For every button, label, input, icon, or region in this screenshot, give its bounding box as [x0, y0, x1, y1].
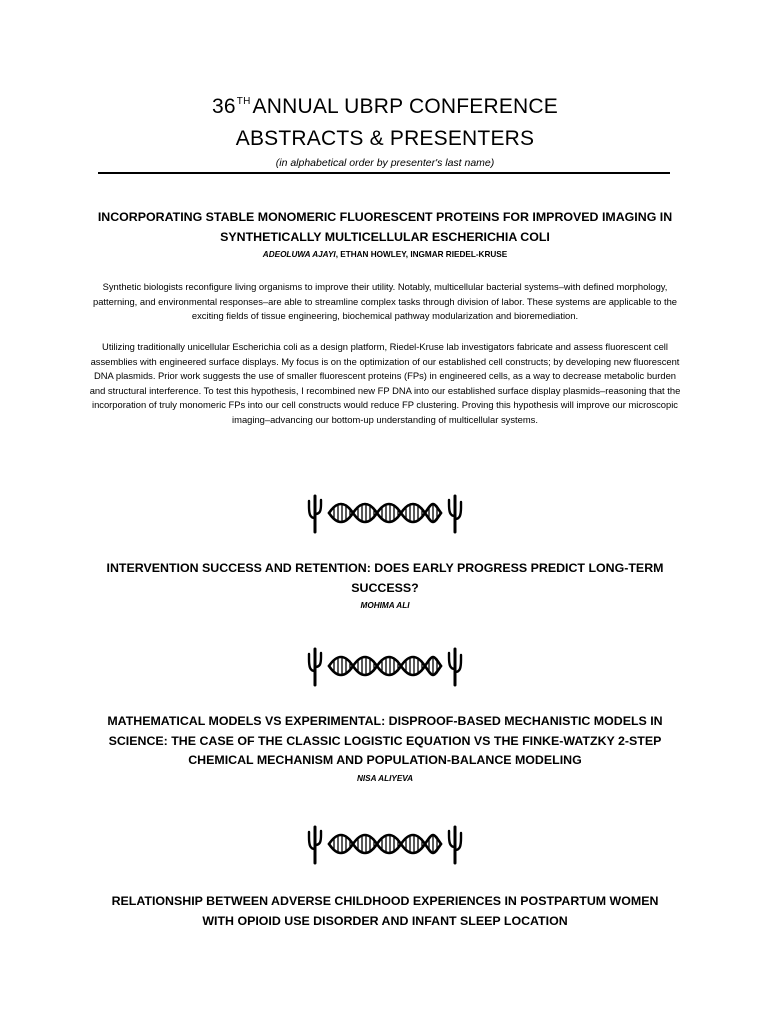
abstract-paragraph: Utilizing traditionally unicellular Escherichia coli as a design platform, Riedel-Kruse lab investigators fabricate and assess fluorescent cell assemblies with engineered surface displays. My focus is on the optimization of our established cell constructs; by developing new fluorescent DNA plasmids. Prior work suggests the use of smaller fluorescent proteins (FPs) in engineered cells, as a way to decrease metabolic burden and structural interference. To test this hypothesis, I recombined new FP DNA into our established surface display plasmids–reasoning that the incorporation of truly monomeric FPs into our cell constructs would reduce FP clustering. Proving this hypothesis will improve our microscopic imaging–advancing our bottom-up understanding of multicellular systems.: [89, 341, 681, 425]
coauthors: , ETHAN HOWLEY, INGMAR RIEDEL-KRUSE: [335, 250, 508, 259]
abstract-title-line: INCORPORATING STABLE MONOMERIC FLUORESCENT PROTEINS FOR IMPROVED IMAGING IN: [97, 210, 673, 224]
conference-title-line2: ABSTRACTS & PRESENTERS: [235, 127, 535, 150]
abstract-title-line: RELATIONSHIP BETWEEN ADVERSE CHILDHOOD EXPERIENCES IN POSTPARTUM WOMEN: [111, 894, 659, 908]
abstract-title: [80, 559, 690, 598]
abstract-title-line: INTERVENTION SUCCESS AND RETENTION: DOES EARLY PROGRESS PREDICT LONG-TERM: [106, 561, 664, 575]
header-rule: [98, 172, 670, 174]
ordinal-suffix: TH: [236, 96, 251, 107]
cactus-dna-divider-icon: [307, 492, 463, 534]
presenter-name: NISA ALIYEVA: [356, 774, 414, 783]
presenter-name: ADEOLUWA AJAYI: [262, 250, 336, 259]
cactus-dna-divider-icon: [307, 823, 463, 865]
abstract-title: [80, 208, 690, 247]
conference-title-line1: 36THANNUAL UBRP CONFERENCE: [212, 95, 558, 118]
presenter-name: MOHIMA ALI: [360, 601, 410, 610]
abstract-authors: [80, 250, 690, 259]
abstract-title-line: WITH OPIOID USE DISORDER AND INFANT SLEEP LOCATION: [202, 913, 568, 928]
subtitle: (in alphabetical order by presenter's last name): [275, 157, 495, 169]
abstract-title-line: SYNTHETICALLY MULTICELLULAR ESCHERICHIA COLI: [220, 229, 550, 244]
abstract-title-line: SUCCESS?: [351, 580, 419, 595]
abstract-title-line: MATHEMATICAL MODELS VS EXPERIMENTAL: DISPROOF-BASED MECHANISTIC MODELS IN: [107, 714, 663, 728]
abstract-title: [80, 892, 690, 931]
abstract-paragraph: Synthetic biologists reconfigure living organisms to improve their utility. Notably, multicellular bacterial systems–with defined morphology, patterning, and environmental responses–are able to streamline complex tasks through division of labor. These systems are applicable to the exciting fields of tissue engineering, biochemical pathway modularization and bioremediation.: [92, 281, 677, 322]
abstract-title: [80, 712, 690, 771]
abstract-title-line: SCIENCE: THE CASE OF THE CLASSIC LOGISTIC EQUATION VS THE FINKE-WATZKY 2-STEP: [108, 733, 662, 748]
abstract-authors: [80, 774, 690, 783]
abstract-authors: [80, 601, 690, 610]
cactus-dna-divider-icon: [307, 645, 463, 687]
abstract-title-line: CHEMICAL MECHANISM AND POPULATION-BALANCE MODELING: [188, 753, 582, 767]
